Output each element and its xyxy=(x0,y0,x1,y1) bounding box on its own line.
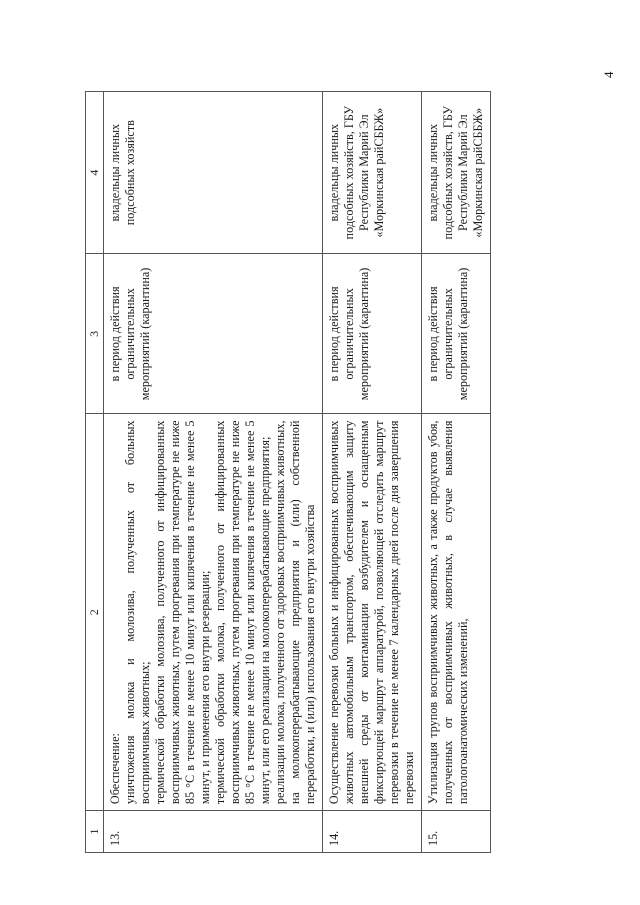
column-number-4: 4 xyxy=(86,92,104,254)
period-cell: в период действия ограничительных мероприятий (карантина) xyxy=(422,254,491,414)
row-number: 14. xyxy=(323,811,422,853)
measure-line: Обеспечение: xyxy=(108,733,122,805)
table-header-row xyxy=(86,92,104,853)
responsible-cell: владельцы личных подсобных хозяйств xyxy=(104,92,323,254)
measure-line: Осуществление перевозки больных и инфицированных восприимчивых животных автомобильным транспортом, обеспечивающим защиту внешней среды от контаминации возбудителем и оснащенным фиксирующей маршрут аппаратурой, позволяющей отследить маршрут перевозки в течение не менее 7 календарных дней после дня завершения перевозки xyxy=(327,420,416,805)
measure-description xyxy=(323,414,422,811)
measure-line: термической обработки молока, полученного от инфицированных восприимчивых животных, путем прогревания при температуре не ниже 85 °С в течение не менее 10 минут или кипячения в течение не менее 5 минут, или его реализации на молокоперерабатывающие предприятия; xyxy=(213,420,272,805)
column-number-3: 3 xyxy=(86,254,104,414)
measure-line: Утилизация трупов восприимчивых животных, а также продуктов убоя, полученных от восприимчивых животных, в случае выявления патологоанатомических изменений, xyxy=(426,420,470,805)
table-row xyxy=(323,92,422,853)
period-cell: в период действия ограничительных мероприятий (карантина) xyxy=(323,254,422,414)
row-number: 15. xyxy=(422,811,491,853)
table-row xyxy=(422,92,491,853)
period-cell: в период действия ограничительных мероприятий (карантина) xyxy=(104,254,323,414)
responsible-cell: владельцы личных подсобных хозяйств, ГБУ Республики Марий Эл «Моркинская райСББЖ» xyxy=(323,92,422,254)
column-number-1: 1 xyxy=(86,811,104,853)
measure-line: уничтожения молока и молозива, полученных от больных восприимчивых животных; xyxy=(123,420,152,805)
table-row xyxy=(104,92,323,853)
measure-description xyxy=(104,414,323,811)
responsible-cell: владельцы личных подсобных хозяйств, ГБУ Республики Марий Эл «Моркинская райСББЖ» xyxy=(422,92,491,254)
measures-table-page xyxy=(85,91,583,853)
measure-line: термической обработки молозива, полученного от инфицированных восприимчивых животных, путем прогревания при температуре не ниже 85 °С в течение не менее 10 минут или кипячения в течение не менее 5 минут, и применения его внутри резервации; xyxy=(153,420,212,805)
page-number: 4 xyxy=(601,71,616,78)
measures-table xyxy=(85,91,491,853)
measure-description xyxy=(422,414,491,811)
column-number-2: 2 xyxy=(86,414,104,811)
measure-line: реализации молока, полученного от здоровых восприимчивых животных, на молокоперерабатывающие предприятия и (или) собственной переработки, и (или) использования его внутри хозяйства xyxy=(273,420,317,805)
row-number: 13. xyxy=(104,811,323,853)
